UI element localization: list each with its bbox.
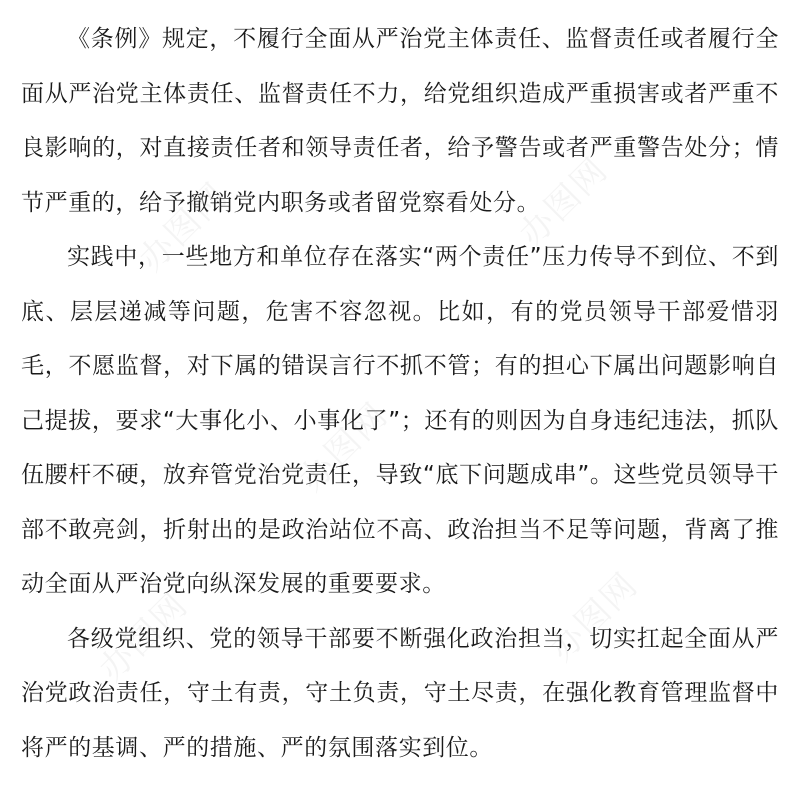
watermark: 办图网 bbox=[511, 149, 617, 255]
watermark: 办图网 bbox=[131, 174, 237, 280]
watermark: 办图网 bbox=[291, 394, 397, 500]
paragraph-regulation: 《条例》规定，不履行全面从严治党主体责任、监督责任或者履行全面从严治党主体责任、监督责任不力，给党组织造成严重损害或者严重不良影响的，对直接责任者和领导责任者，给予警告或者严重警告处分；情节严重的，给予撤销党内职务或者留党察看处分。 bbox=[21, 26, 779, 216]
paragraph-practice: 实践中，一些地方和单位存在落实“两个责任”压力传导不到位、不到底、层层递减等问题，危害不容忽视。比如，有的党员领导干部爱惜羽毛，不愿监督，对下属的错误言行不抓不管；有的担心下属出问题影响自己提拔，要求“大事化小、小事化了”；还有的则因为自身违纪违法，抓队伍腰杆不硬，放弃管党治党责任，导致“底下问题成串”。这些党员领导干部不敢亮剑，折射出的是政治站位不高、政治担当不足等问题，背离了推动全面从严治党向纵深发展的重要要求。 bbox=[21, 244, 779, 597]
paragraph-requirement: 各级党组织、党的领导干部要不断强化政治担当，切实扛起全面从严治党政治责任，守土有责，守土负责，守土尽责，在强化教育管理监督中将严的基调、严的措施、严的氛围落实到位。 bbox=[21, 625, 779, 761]
watermark: 办图网 bbox=[541, 564, 647, 670]
watermark: 办图网 bbox=[91, 584, 197, 690]
